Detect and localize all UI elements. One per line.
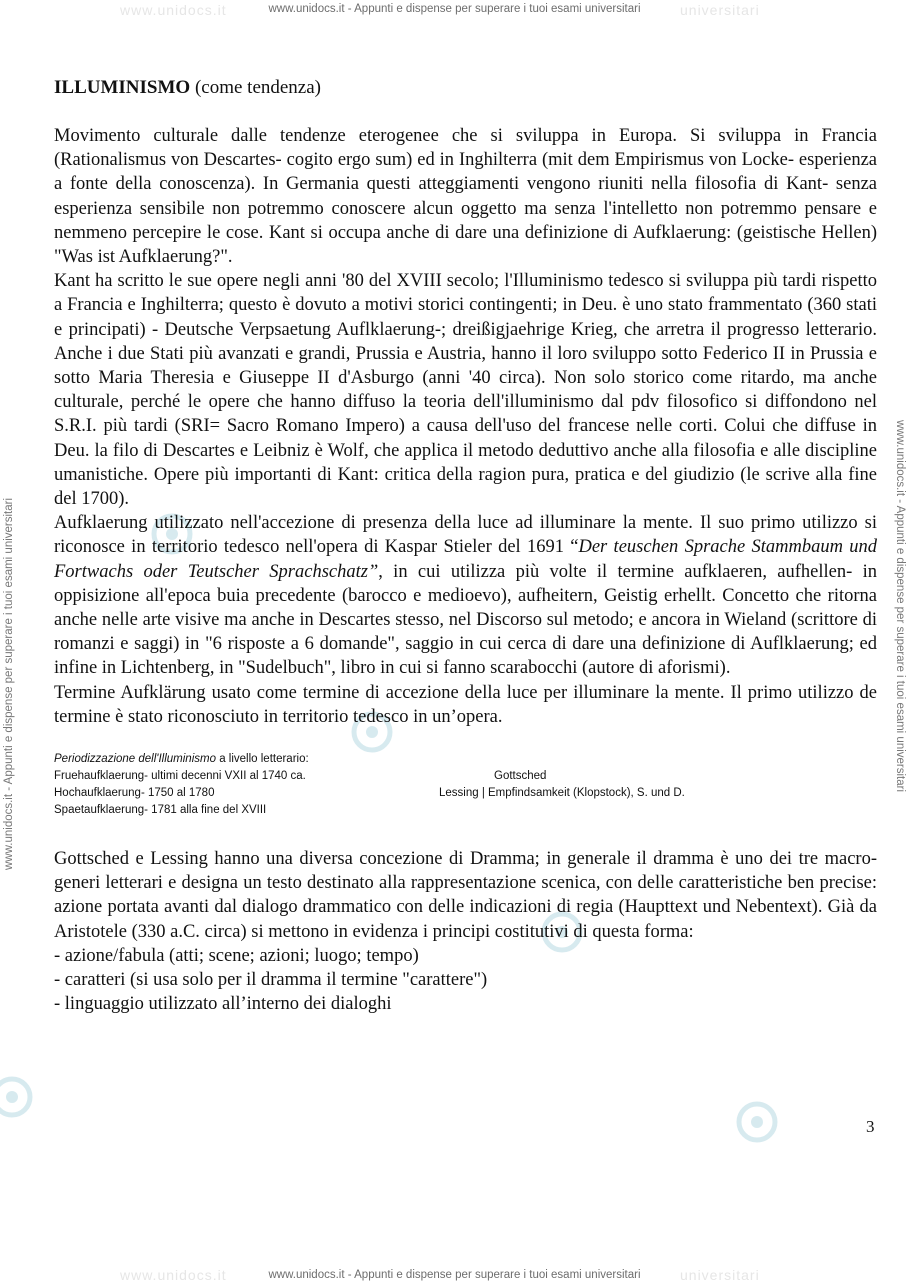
watermark-left-vertical: www.unidocs.it - Appunti e dispense per superare i tuoi esami universitari — [3, 497, 15, 870]
period-row — [54, 768, 877, 785]
page-number: 3 — [866, 1117, 875, 1136]
faint-watermark-left: www.unidocs.it — [120, 2, 227, 18]
watermark-right-vertical: www.unidocs.it - Appunti e dispense per superare i tuoi esami universitari — [894, 420, 906, 793]
period-author: Lessing | Empfindsamkeit (Klopstock), S. und D. — [439, 787, 685, 800]
period-phase: Spaetaufklaerung- 1781 alla fine del XVIII — [54, 804, 267, 817]
period-author: Gottsched — [494, 770, 547, 783]
list-item: - linguaggio utilizzato all’interno dei dialoghi — [54, 994, 392, 1015]
paragraph-3 — [54, 511, 877, 680]
faint-watermark-right: universitari — [680, 2, 760, 18]
unidocs-logo-icon — [735, 1100, 779, 1144]
paragraph-5: Gottsched e Lessing hanno una diversa concezione di Dramma; in generale il dramma è uno dei tre macro-generi letterari e designa un testo destinato alla rappresentazione scenica, con delle caratteristiche ben precise: azione portata avanti dal dialogo drammatico con delle indicazioni di regia (Haupttext und Nebentext). Già da Aristotele (330 a.C. circa) si mettono in evidenza i principi costitutivi di questa forma: — [54, 849, 877, 942]
faint-watermark-right-bottom: universitari — [680, 1267, 760, 1283]
paragraph-2: Kant ha scritto le sue opere negli anni '80 del XVIII secolo; l'Illuminismo tedesco si sviluppa più tardi rispetto a Francia e Inghilterra; questo è dovuto a motivi storici contingenti; in Deu. è uno stato frammentato (360 stati e principati) - Deutsche Verpsaetung Auflklaerung-; dreißigjaehrige Krieg, che arretra il progresso letterario. Anche i due Stati più avanzati e grandi, Prussia e Austria, hanno il loro sviluppo sotto Federico II in Prussia e sotto Maria Theresia e Giuseppe II d'Asburgo (anni '40 circa). Non solo storico come ritardo, ma anche culturale, perché le opere che hanno diffuso la teoria dell'illuminismo dal pdv filosofico si diffondono nel S.R.I. più tardi (SRI= Sacro Romano Impero) a causa dell'uso del francese nelle corti. Colui che diffuse in Deu. la filo di Descartes e Leibniz è Wolf, che applica il metodo deduttivo anche alla filosofia e alle discipline umanistiche. Opere più importanti di Kant: critica della ragion pura, pratica e del giudizio (le scrive alla fine del 1700). — [54, 271, 877, 510]
document-body — [54, 76, 877, 1017]
periodization-title-italic: Periodizzazione dell'Illuminismo — [54, 753, 216, 766]
periodization-table — [54, 751, 877, 823]
watermark-bottom: www.unidocs.it - Appunti e dispense per superare i tuoi esami universitari — [268, 1269, 641, 1281]
faint-watermark-left-bottom: www.unidocs.it — [120, 1267, 227, 1283]
book-title: Der teuschen Sprache Stammbaum und Fortwachs oder Teutscher Sprachschatz” — [54, 537, 877, 582]
periodization-title — [54, 751, 877, 768]
periodization-title-rest: a livello letterario: — [216, 753, 309, 766]
paragraph-1: Movimento culturale dalle tendenze eterogenee che si sviluppa in Europa. Si sviluppa in Francia (Rationalismus von Descartes- cogito ergo sum) ed in Inghilterra (mit dem Empirismus von Locke- esperienza a fonte della conoscenza). In Germania questi atteggiamenti vengono riuniti nella filosofia di Kant- senza esperienza sensibile non potremmo conoscere alcun oggetto ma senza l'intelletto non potremmo pensare e nemmeno percepire le cose. Kant si occupa anche di dare una definizione di Aufklaerung: (geistische Hellen) "Was ist Aufklaerung?". — [54, 126, 877, 268]
heading-rest: (come tendenza) — [190, 77, 321, 98]
principles-list — [54, 944, 877, 1017]
heading-bold: ILLUMINISMO — [54, 77, 191, 98]
list-item: - caratteri (si usa solo per il dramma il termine "carattere") — [54, 970, 488, 991]
unidocs-logo-icon — [0, 1075, 34, 1119]
period-row — [54, 802, 877, 819]
watermark-top: www.unidocs.it - Appunti e dispense per superare i tuoi esami universitari — [268, 3, 641, 15]
document-heading — [54, 76, 877, 100]
list-item: - azione/fabula (atti; scene; azioni; luogo; tempo) — [54, 945, 419, 966]
period-phase: Fruehaufklaerung- ultimi decenni VXII al 1740 ca. — [54, 770, 306, 783]
period-row — [54, 785, 877, 802]
paragraph-4: Termine Aufklärung usato come termine di accezione della luce per illuminare la mente. Il primo utilizzo de termine è stato riconosciuto in territorio tedesco in un’opera. — [54, 682, 877, 727]
paragraph-3-start: Aufklaerung utilizzato nell'accezione di presenza della luce ad illuminare la mente. Il suo primo utilizzo si riconosce in territorio tedesco nell'opera di Kaspar Stieler del 1691 “ — [54, 513, 877, 558]
paragraph-3-end: , in cui utilizza più volte il termine aufklaeren, aufhellen- in oppisizione all'epoca buia precedente (barocco e medioevo), aufheitern, Geistig erhellt. Concetto che ritorna anche nelle arte visive ma anche in Descartes stesso, nel Discorso sul metodo; e ancora in Wieland (scrittore di romanzi e saggi) in "6 risposte a 6 domande", saggio in cui cerca di dare una definizione di Auflklaerung; ed infine in Lichtenberg, in "Sudelbuch", libro in cui si fanno scarabocchi (autore di aforismi). — [54, 561, 877, 679]
period-phase: Hochaufklaerung- 1750 al 1780 — [54, 787, 215, 800]
